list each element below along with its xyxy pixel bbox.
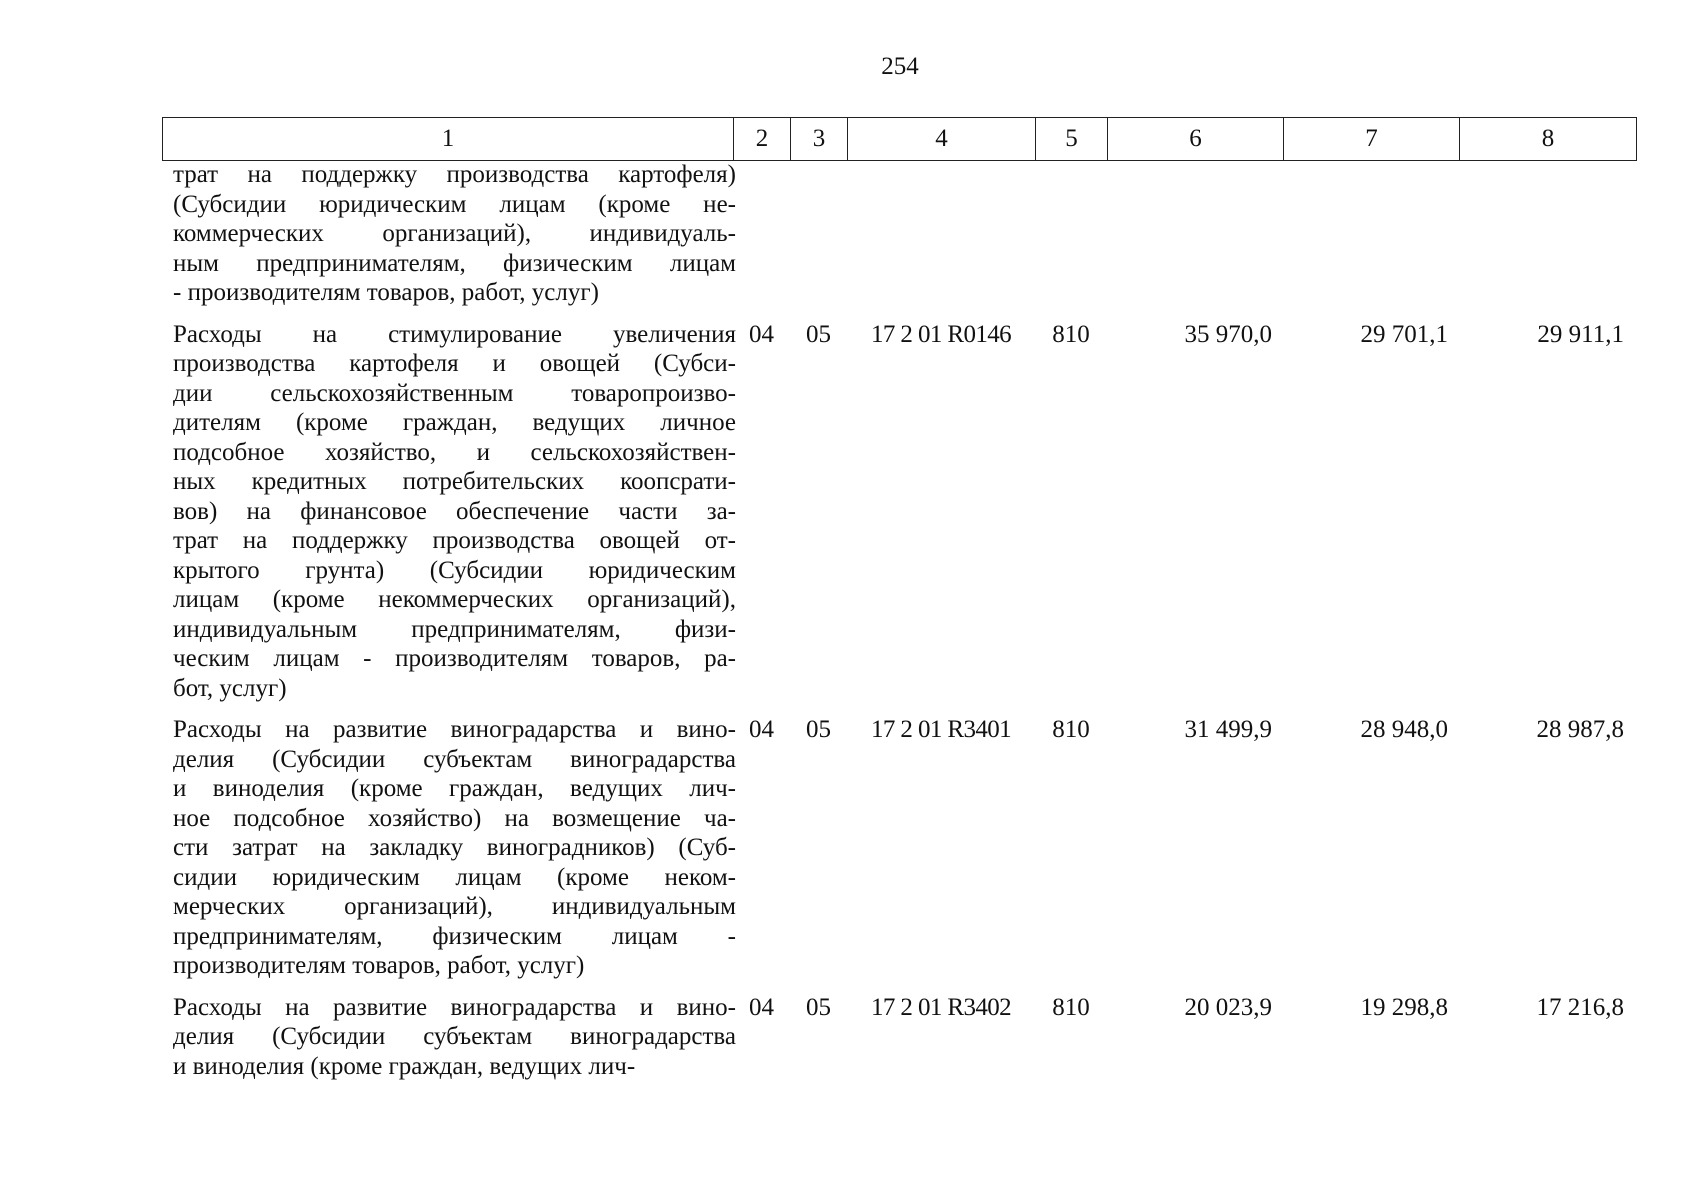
description-line: дителям (кроме граждан, ведущих личное — [173, 409, 736, 436]
description-line: - производителям товаров, работ, услуг) — [173, 279, 599, 306]
description-line: трат на поддержку производства овощей от- — [173, 527, 736, 554]
header-col-5: 5 — [1036, 118, 1108, 161]
row-description — [162, 993, 736, 1082]
row-description — [162, 715, 736, 981]
header-col-4: 4 — [848, 118, 1036, 161]
header-col-7: 7 — [1284, 118, 1460, 161]
description-line: ческим лицам - производителям товаров, ра- — [173, 645, 736, 672]
amount-col-6: 35 970,0 — [1184, 320, 1272, 348]
description-line: делия (Субсидии субъектам виноградарства — [173, 1023, 736, 1050]
description-line: мерческих организаций), индивидуальным — [173, 893, 736, 920]
page-number: 254 — [881, 53, 919, 80]
header-col-6: 6 — [1108, 118, 1284, 161]
description-line: вов) на финансовое обеспечение части за- — [173, 497, 736, 525]
description-line: делия (Субсидии субъектам виноградарства — [173, 745, 736, 773]
section-code: 04 — [749, 716, 774, 743]
description-line: подсобное хозяйство, и сельскохозяйствен- — [173, 438, 736, 466]
header-col-8: 8 — [1460, 118, 1637, 161]
description-line: сидии юридическим лицам (кроме неком- — [173, 863, 736, 891]
section-code: 04 — [749, 993, 774, 1021]
amount-col-7: 19 298,8 — [1360, 993, 1448, 1021]
target-article-code: 17 2 01 R3402 — [870, 993, 1012, 1021]
subsection-code: 05 — [806, 993, 831, 1021]
description-line: сти затрат на закладку виноградников) (Суб- — [173, 834, 736, 861]
table-row — [162, 160, 1636, 308]
header-col-1: 1 — [163, 118, 734, 161]
expense-type-code: 810 — [1052, 993, 1090, 1021]
row-gap — [162, 981, 1636, 993]
target-article-code: 17 2 01 R0146 — [870, 320, 1012, 348]
row-description — [162, 320, 736, 704]
amount-col-8: 17 216,8 — [1536, 993, 1624, 1021]
description-line: производителям товаров, работ, услуг) — [173, 952, 585, 979]
description-line: ное подсобное хозяйство) на возмещение ча- — [173, 804, 736, 832]
row-gap — [162, 703, 1636, 715]
row-description — [162, 160, 736, 308]
description-line: предпринимателям, физическим лицам - — [173, 922, 736, 950]
table-body — [162, 160, 1636, 1081]
description-line: лицам (кроме некоммерческих организаций), — [173, 586, 736, 613]
expense-type-code: 810 — [1052, 716, 1090, 743]
table-row — [162, 320, 1636, 704]
amount-col-8: 28 987,8 — [1536, 716, 1624, 743]
description-line: трат на поддержку производства картофеля) — [173, 161, 736, 188]
description-line: Расходы на развитие виноградарства и вино- — [173, 993, 736, 1021]
description-line: дии сельскохозяйственным товаропроизво- — [173, 379, 736, 407]
amount-col-6: 20 023,9 — [1184, 993, 1272, 1021]
row-gap — [162, 308, 1636, 320]
header-col-2: 2 — [734, 118, 791, 161]
subsection-code: 05 — [806, 716, 831, 743]
description-line: ных кредитных потребительских коопсрати- — [173, 468, 736, 495]
header-col-3: 3 — [791, 118, 848, 161]
description-line: и виноделия (кроме граждан, ведущих лич- — [173, 1052, 636, 1080]
target-article-code: 17 2 01 R3401 — [870, 716, 1012, 743]
amount-col-7: 29 701,1 — [1360, 320, 1448, 348]
description-line: производства картофеля и овощей (Субси- — [173, 350, 736, 377]
description-line: коммерческих организаций), индивидуаль- — [173, 220, 736, 247]
amount-col-7: 28 948,0 — [1360, 716, 1448, 743]
table-row — [162, 715, 1636, 981]
expense-type-code: 810 — [1052, 320, 1090, 348]
table-row — [162, 993, 1636, 1082]
description-line: ным предпринимателям, физическим лицам — [173, 249, 736, 277]
table-header — [162, 117, 1637, 161]
description-line: Расходы на развитие виноградарства и вино- — [173, 716, 736, 743]
subsection-code: 05 — [806, 320, 831, 348]
description-line: и виноделия (кроме граждан, ведущих лич- — [173, 775, 736, 802]
section-code: 04 — [749, 320, 774, 348]
description-line: бот, услуг) — [173, 674, 287, 702]
description-line: индивидуальным предпринимателям, физи- — [173, 615, 736, 643]
description-line: Расходы на стимулирование увеличения — [173, 320, 736, 348]
amount-col-6: 31 499,9 — [1184, 716, 1272, 743]
description-line: крытого грунта) (Субсидии юридическим — [173, 556, 736, 584]
amount-col-8: 29 911,1 — [1537, 320, 1624, 348]
description-line: (Субсидии юридическим лицам (кроме не- — [173, 190, 736, 218]
